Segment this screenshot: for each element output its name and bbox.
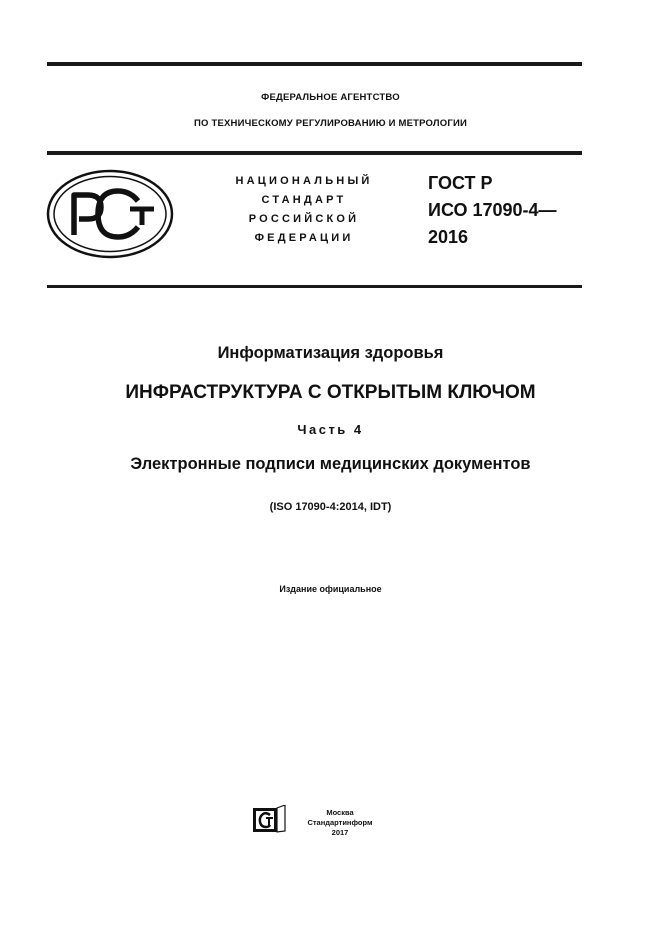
block-rule (47, 285, 582, 288)
national-line-2: СТАНДАРТ (261, 194, 347, 206)
publisher-year: 2017 (331, 828, 349, 837)
title-line-2: ИНФРАСТРУКТУРА С ОТКРЫТЫМ КЛЮЧОМ (125, 382, 536, 403)
national-line-1: НАЦИОНАЛЬНЫЙ (235, 175, 373, 187)
edition-label: Издание официальное (279, 584, 382, 594)
top-rule (47, 62, 582, 66)
gost-designation-line-3: 2016 (428, 227, 469, 247)
gost-designation-line-1: ГОСТ Р (428, 173, 493, 193)
national-line-4: ФЕДЕРАЦИИ (254, 232, 354, 244)
gost-r-logo-icon (46, 169, 174, 259)
gost-designation-line-2: ИСО 17090-4— (428, 200, 557, 220)
title-line-3: Электронные подписи медицинских документов (130, 455, 531, 473)
standartinform-logo-icon (252, 805, 286, 835)
iso-reference: (ISO 17090-4:2014, IDT) (269, 501, 392, 513)
agency-line-1: ФЕДЕРАЛЬНОЕ АГЕНТСТВО (261, 92, 400, 103)
agency-line-2: ПО ТЕХНИЧЕСКОМУ РЕГУЛИРОВАНИЮ И МЕТРОЛОГИИ (194, 118, 467, 129)
publisher-city: Москва (326, 808, 354, 817)
title-line-1: Информатизация здоровья (217, 344, 444, 362)
header-rule (47, 151, 582, 155)
national-line-3: РОССИЙСКОЙ (248, 213, 360, 225)
publisher-name: Стандартинформ (307, 818, 373, 827)
part-label: Часть 4 (297, 422, 364, 437)
